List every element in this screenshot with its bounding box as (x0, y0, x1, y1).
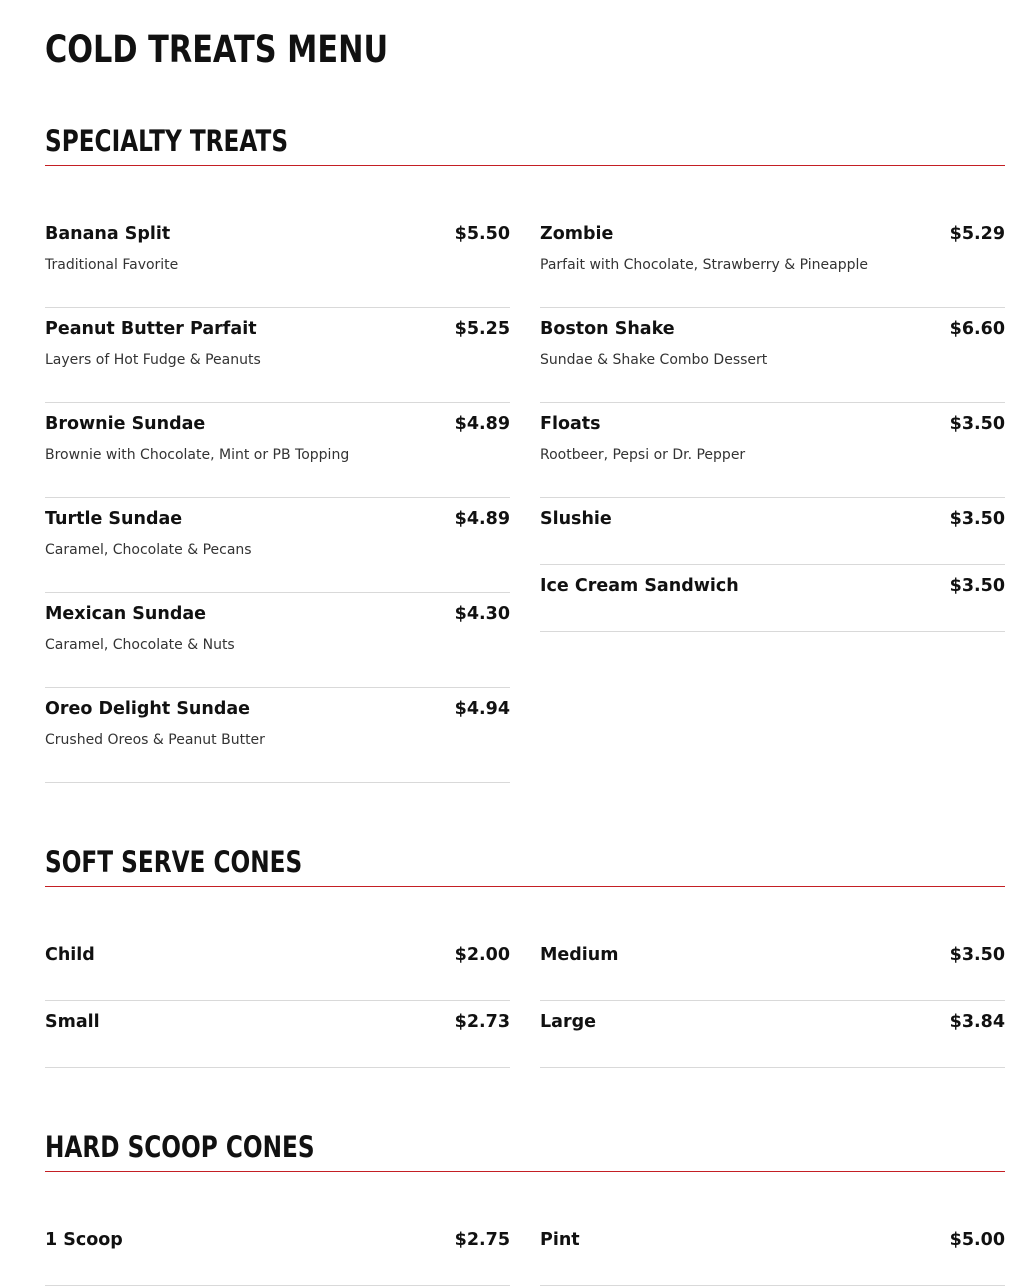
item-price: $2.73 (454, 1012, 510, 1032)
item-name: Banana Split (45, 224, 171, 244)
item-description: Traditional Favorite (45, 257, 179, 273)
item-price: $2.00 (454, 945, 510, 965)
item-description: Sundae & Shake Combo Dessert (540, 352, 768, 368)
item-name: Turtle Sundae (45, 509, 183, 529)
item-price: $3.50 (949, 945, 1005, 965)
item-price: $4.94 (454, 699, 510, 719)
item-name: Child (45, 945, 95, 965)
item-description: Layers of Hot Fudge & Peanuts (45, 352, 261, 368)
menu-item (45, 934, 510, 1001)
item-name: Oreo Delight Sundae (45, 699, 251, 719)
item-price: $3.84 (949, 1012, 1005, 1032)
menu-column-left (45, 213, 510, 783)
item-name: Pint (540, 1230, 580, 1250)
item-price: $4.89 (454, 509, 510, 529)
section-heading: HARD SCOOP CONES (45, 1130, 315, 1164)
menu-item (540, 308, 1005, 403)
menu-item (45, 593, 510, 688)
item-price: $3.50 (949, 509, 1005, 529)
item-name: Peanut Butter Parfait (45, 319, 257, 339)
menu-item (45, 213, 510, 308)
section-heading: SOFT SERVE CONES (45, 845, 303, 879)
section-divider (45, 1171, 1005, 1172)
menu-item (540, 934, 1005, 1001)
section-soft-serve-cones (45, 842, 1005, 1032)
menu-item (540, 565, 1005, 632)
section-divider (45, 165, 1005, 166)
item-name: 1 Scoop (45, 1230, 123, 1250)
menu-item (540, 213, 1005, 308)
item-price: $4.30 (454, 604, 510, 624)
item-name: Large (540, 1012, 596, 1032)
menu-item (540, 498, 1005, 565)
page-title: COLD TREATS MENU (45, 28, 389, 71)
menu-column-left (45, 1219, 510, 1286)
item-price: $3.50 (949, 414, 1005, 434)
item-price: $5.00 (949, 1230, 1005, 1250)
menu-item (45, 498, 510, 593)
menu-column-left (45, 934, 510, 1068)
section-heading: SPECIALTY TREATS (45, 124, 289, 158)
section-hard-scoop-cones (45, 1127, 1005, 1250)
item-name: Floats (540, 414, 601, 434)
item-description: Crushed Oreos & Peanut Butter (45, 732, 265, 748)
item-price: $5.29 (949, 224, 1005, 244)
item-description: Caramel, Chocolate & Nuts (45, 637, 235, 653)
item-description: Parfait with Chocolate, Strawberry & Pineapple (540, 257, 868, 273)
item-description: Brownie with Chocolate, Mint or PB Topping (45, 447, 350, 463)
menu-item (45, 308, 510, 403)
item-name: Slushie (540, 509, 612, 529)
item-price: $4.89 (454, 414, 510, 434)
item-price: $5.25 (454, 319, 510, 339)
menu-item (45, 1001, 510, 1068)
menu-item (540, 1219, 1005, 1286)
menu-item (45, 1219, 510, 1286)
item-price: $5.50 (454, 224, 510, 244)
item-name: Medium (540, 945, 619, 965)
item-name: Zombie (540, 224, 614, 244)
menu-column-right (540, 934, 1005, 1068)
item-name: Brownie Sundae (45, 414, 206, 434)
menu-item (45, 403, 510, 498)
section-specialty-treats (45, 121, 1005, 748)
item-description: Rootbeer, Pepsi or Dr. Pepper (540, 447, 746, 463)
menu-item (45, 688, 510, 783)
item-price: $2.75 (454, 1230, 510, 1250)
item-price: $3.50 (949, 576, 1005, 596)
menu-item (540, 1001, 1005, 1068)
item-description: Caramel, Chocolate & Pecans (45, 542, 252, 558)
item-name: Ice Cream Sandwich (540, 576, 739, 596)
menu-column-right (540, 1219, 1005, 1286)
section-divider (45, 886, 1005, 887)
menu-item (540, 403, 1005, 498)
item-name: Mexican Sundae (45, 604, 207, 624)
item-name: Small (45, 1012, 100, 1032)
item-name: Boston Shake (540, 319, 675, 339)
menu-column-right (540, 213, 1005, 632)
item-price: $6.60 (949, 319, 1005, 339)
